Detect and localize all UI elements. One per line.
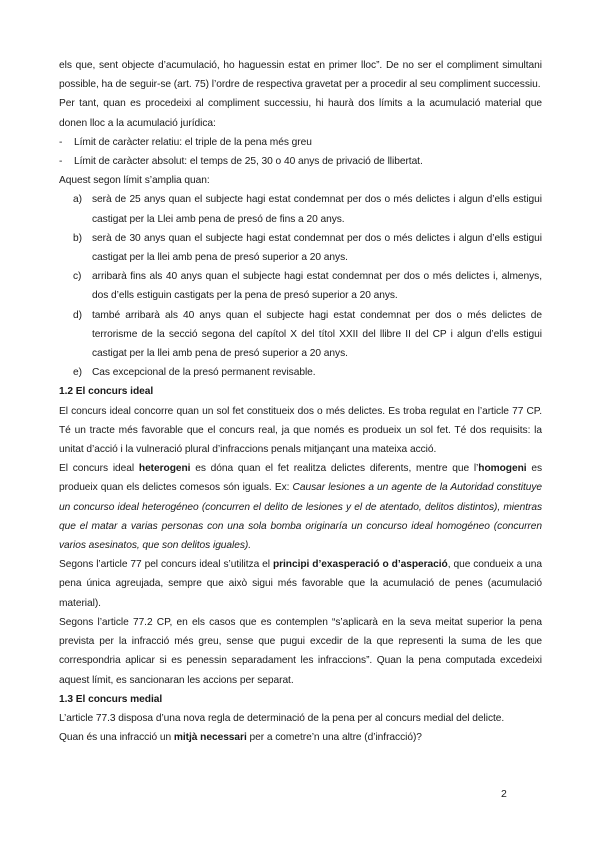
paragraph <box>59 459 542 555</box>
cases-list <box>59 190 542 382</box>
list-item <box>59 229 542 267</box>
section-heading: 1.2 El concurs ideal <box>59 386 154 398</box>
list-marker: - <box>59 156 63 168</box>
list-item-text: serà de 25 anys quan el subjecte hagi estat condemnat per dos o més delictes i algun d’ells estigui castigat per la Llei amb pena de presó de fins a 20 anys. <box>92 194 542 225</box>
list-marker: d) <box>73 309 82 321</box>
text-run: Segons l’article 77 pel concurs ideal s’utilitza el <box>59 559 273 571</box>
list-marker: c) <box>73 271 82 283</box>
paragraph: els que, sent objecte d’acumulació, ho haguessin estat en primer lloc”. De no ser el compliment simultani possible, ha de seguir-se (art. 75) l’ordre de respectiva gravetat per a procedir al seu compliment successiu. <box>59 60 542 91</box>
list-item-text: Límit de caràcter relatiu: el triple de la pena més greu <box>74 136 312 148</box>
paragraph <box>59 555 542 613</box>
list-item-text: serà de 30 anys quan el subjecte hagi estat condemnat per dos o més delictes i algun d’ells estigui castigat per la llei amb pena de presó superior a 20 anys. <box>92 232 542 264</box>
bold-term: mitjà necessari <box>173 732 247 744</box>
page-content <box>59 56 542 747</box>
list-item <box>59 267 542 305</box>
paragraph <box>59 728 542 747</box>
italic-example: Causar lesiones a un agente de la Autoridad constituye un concurso ideal heterogéneo (concurren el delito de lesiones y el de atentado, delitos distintos), mientras que el matar a varias personas con una sola bomba originaría un concurso ideal homogéneo (concurren varios asesinatos, que son delitos iguales). <box>59 482 543 552</box>
list-item <box>59 363 542 382</box>
text-run: es dóna quan el fet realitza delictes diferents, mentre que l’ <box>190 463 479 475</box>
list-item-text: Cas excepcional de la presó permanent revisable. <box>92 367 316 379</box>
list-item <box>59 190 542 228</box>
list-item-text: arribarà fins als 40 anys quan el subjecte hagi estat condemnat per dos o més delictes i, almenys, dos d’ells estiguin castigats per la pena de presó superior a 20 anys. <box>92 271 542 302</box>
list-item-text: també arribarà als 40 anys quan el subjecte hagi estat condemnat per dos o més delictes de terrorisme de la secció segona del capítol X del títol XXII del llibre II del CP i algun d’ells estigui castigat per la llei amb pena de presó superior a 20 anys. <box>92 309 542 360</box>
section-heading: 1.3 El concurs medial <box>59 693 163 705</box>
text-run: per a cometre’n una altre (d’infracció)? <box>246 732 422 744</box>
list-item-text: Límit de caràcter absolut: el temps de 25, 30 o 40 anys de privació de llibertat. <box>74 156 423 168</box>
paragraph: Segons l’article 77.2 CP, en els casos que es contemplen “s’aplicarà en la seva meitat superior la pena prevista per la infracció més greu, sense que pugui excedir de la que representi la suma de les que correspondria aplicar si es penessin separadament les infraccions”. Quan la pena computada excedeixi aquest límit, es sancionaran les accions per separat. <box>59 616 542 686</box>
list-marker: e) <box>73 367 82 379</box>
list-item <box>59 152 542 171</box>
list-marker: a) <box>73 194 82 206</box>
paragraph: El concurs ideal concorre quan un sol fet constitueix dos o més delictes. Es troba regulat en l’article 77 CP. Té un tracte més favorable que el concurs real, ja que només es produeix un sol fet. Té dos requisits: la unitat d’acció i la vulneració plural d’infraccions penals mitjançant una mateixa acció. <box>59 405 542 456</box>
paragraph: Per tant, quan es procedeixi al compliment successiu, hi haurà dos límits a la acumulació material que donen lloc a la acumulació jurídica: <box>59 98 542 129</box>
bold-term: principi d’exasperació o d’asperació <box>272 559 448 571</box>
bold-term: homogeni <box>478 463 527 475</box>
text-run: El concurs ideal <box>59 463 139 475</box>
paragraph: Aquest segon límit s’amplia quan: <box>59 175 210 187</box>
text-run: Quan és una infracció un <box>59 732 174 744</box>
limits-list <box>59 133 542 171</box>
text-run: es produeix quan els delictes comesos són iguals. Ex: <box>59 463 542 494</box>
paragraph: L’article 77.3 disposa d’una nova regla de determinació de la pena per al concurs medial del delicte. <box>59 712 505 724</box>
list-item <box>59 133 542 152</box>
list-item <box>59 306 542 364</box>
list-marker: - <box>59 136 63 148</box>
page-number: 2 <box>501 788 507 800</box>
bold-term: heterogeni <box>138 463 191 475</box>
list-marker: b) <box>73 232 82 244</box>
text-run: , que condueix a una pena única agreujada, sempre que això sigui més favorable que la acumulació de penes (acumulació material). <box>59 559 542 609</box>
